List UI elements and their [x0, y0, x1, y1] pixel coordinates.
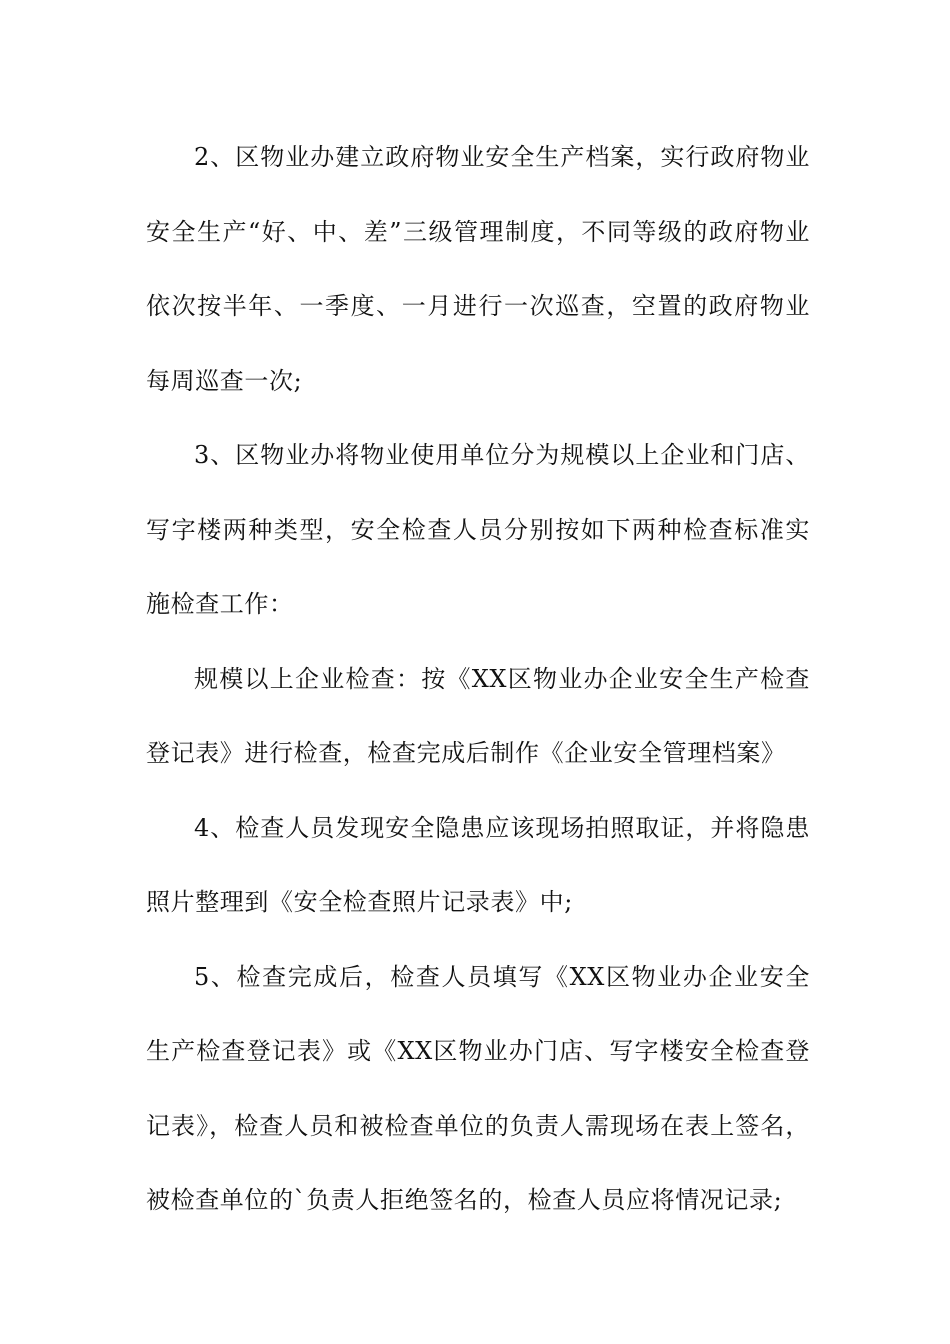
document-body — [146, 120, 810, 1238]
paragraph-item-4: 4、检查人员发现安全隐患应该现场拍照取证，并将隐患照片整理到《安全检查照片记录表》中; — [146, 813, 810, 916]
paragraph-item-5: 5、检查完成后，检查人员填写《XX区物业办企业安全生产检查登记表》或《XX区物业办门店、写字楼安全检查登记表》，检查人员和被检查单位的负责人需现场在表上签名，被检查单位的`负责人拒绝签名的，检查人员应将情况记录; — [146, 962, 810, 1214]
paragraph-item-2: 2、区物业办建立政府物业安全生产档案，实行政府物业安全生产“好、中、差”三级管理制度，不同等级的政府物业依次按半年、一季度、一月进行一次巡查，空置的政府物业每周巡查一次; — [146, 143, 810, 395]
paragraph-large-enterprise-check: 规模以上企业检查：按《XX区物业办企业安全生产检查登记表》进行检查，检查完成后制作《企业安全管理档案》 — [146, 664, 810, 767]
paragraph-item-3: 3、区物业办将物业使用单位分为规模以上企业和门店、写字楼两种类型，安全检查人员分别按如下两种检查标准实施检查工作： — [146, 441, 810, 618]
